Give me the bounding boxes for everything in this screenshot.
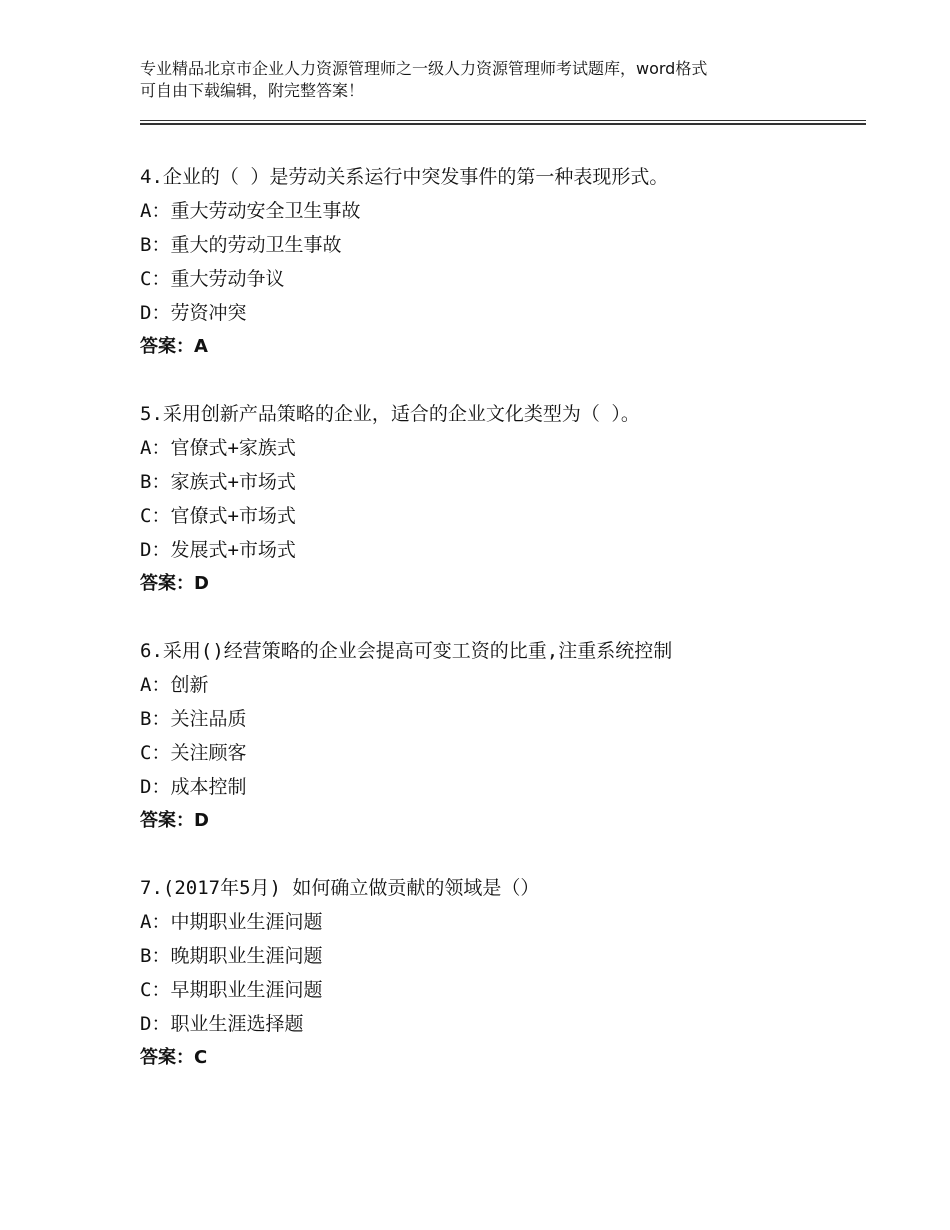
option-c: C：关注顾客 [140,742,247,764]
answer-label: 答案：D [140,573,209,594]
document-header [140,58,820,102]
option-b: B：关注品质 [140,708,247,730]
question-7 [140,871,860,1075]
question-stem: 7.(2017年5月) 如何确立做贡献的领域是（） [140,877,540,899]
option-a: A：创新 [140,674,209,696]
answer-label: 答案：D [140,810,209,831]
question-6 [140,634,860,838]
header-divider [140,120,866,126]
answer-label: 答案：A [140,336,208,357]
divider-thin-line [140,120,866,121]
divider-thick-line [140,123,866,125]
option-b: B：家族式+市场式 [140,471,296,493]
question-list [140,160,860,1108]
question-stem: 5.采用创新产品策略的企业，适合的企业文化类型为（ ）。 [140,403,640,425]
option-a: A：官僚式+家族式 [140,437,296,459]
option-b: B：重大的劳动卫生事故 [140,234,342,256]
option-c: C：官僚式+市场式 [140,505,296,527]
option-c: C：早期职业生涯问题 [140,979,323,1001]
header-title-line-1: 专业精品北京市企业人力资源管理师之一级人力资源管理师考试题库，word格式 [140,59,708,78]
question-4 [140,160,860,364]
option-c: C：重大劳动争议 [140,268,285,290]
option-d: D：劳资冲突 [140,302,247,324]
header-title-line-2: 可自由下载编辑，附完整答案！ [140,81,365,100]
question-stem: 6.采用()经营策略的企业会提高可变工资的比重,注重系统控制 [140,640,673,662]
option-d: D：职业生涯选择题 [140,1013,304,1035]
option-a: A：中期职业生涯问题 [140,911,323,933]
option-d: D：发展式+市场式 [140,539,296,561]
question-5 [140,397,860,601]
option-a: A：重大劳动安全卫生事故 [140,200,361,222]
question-stem: 4.企业的（ ）是劳动关系运行中突发事件的第一种表现形式。 [140,166,669,188]
option-d: D：成本控制 [140,776,247,798]
answer-label: 答案：C [140,1047,208,1068]
option-b: B：晚期职业生涯问题 [140,945,323,967]
